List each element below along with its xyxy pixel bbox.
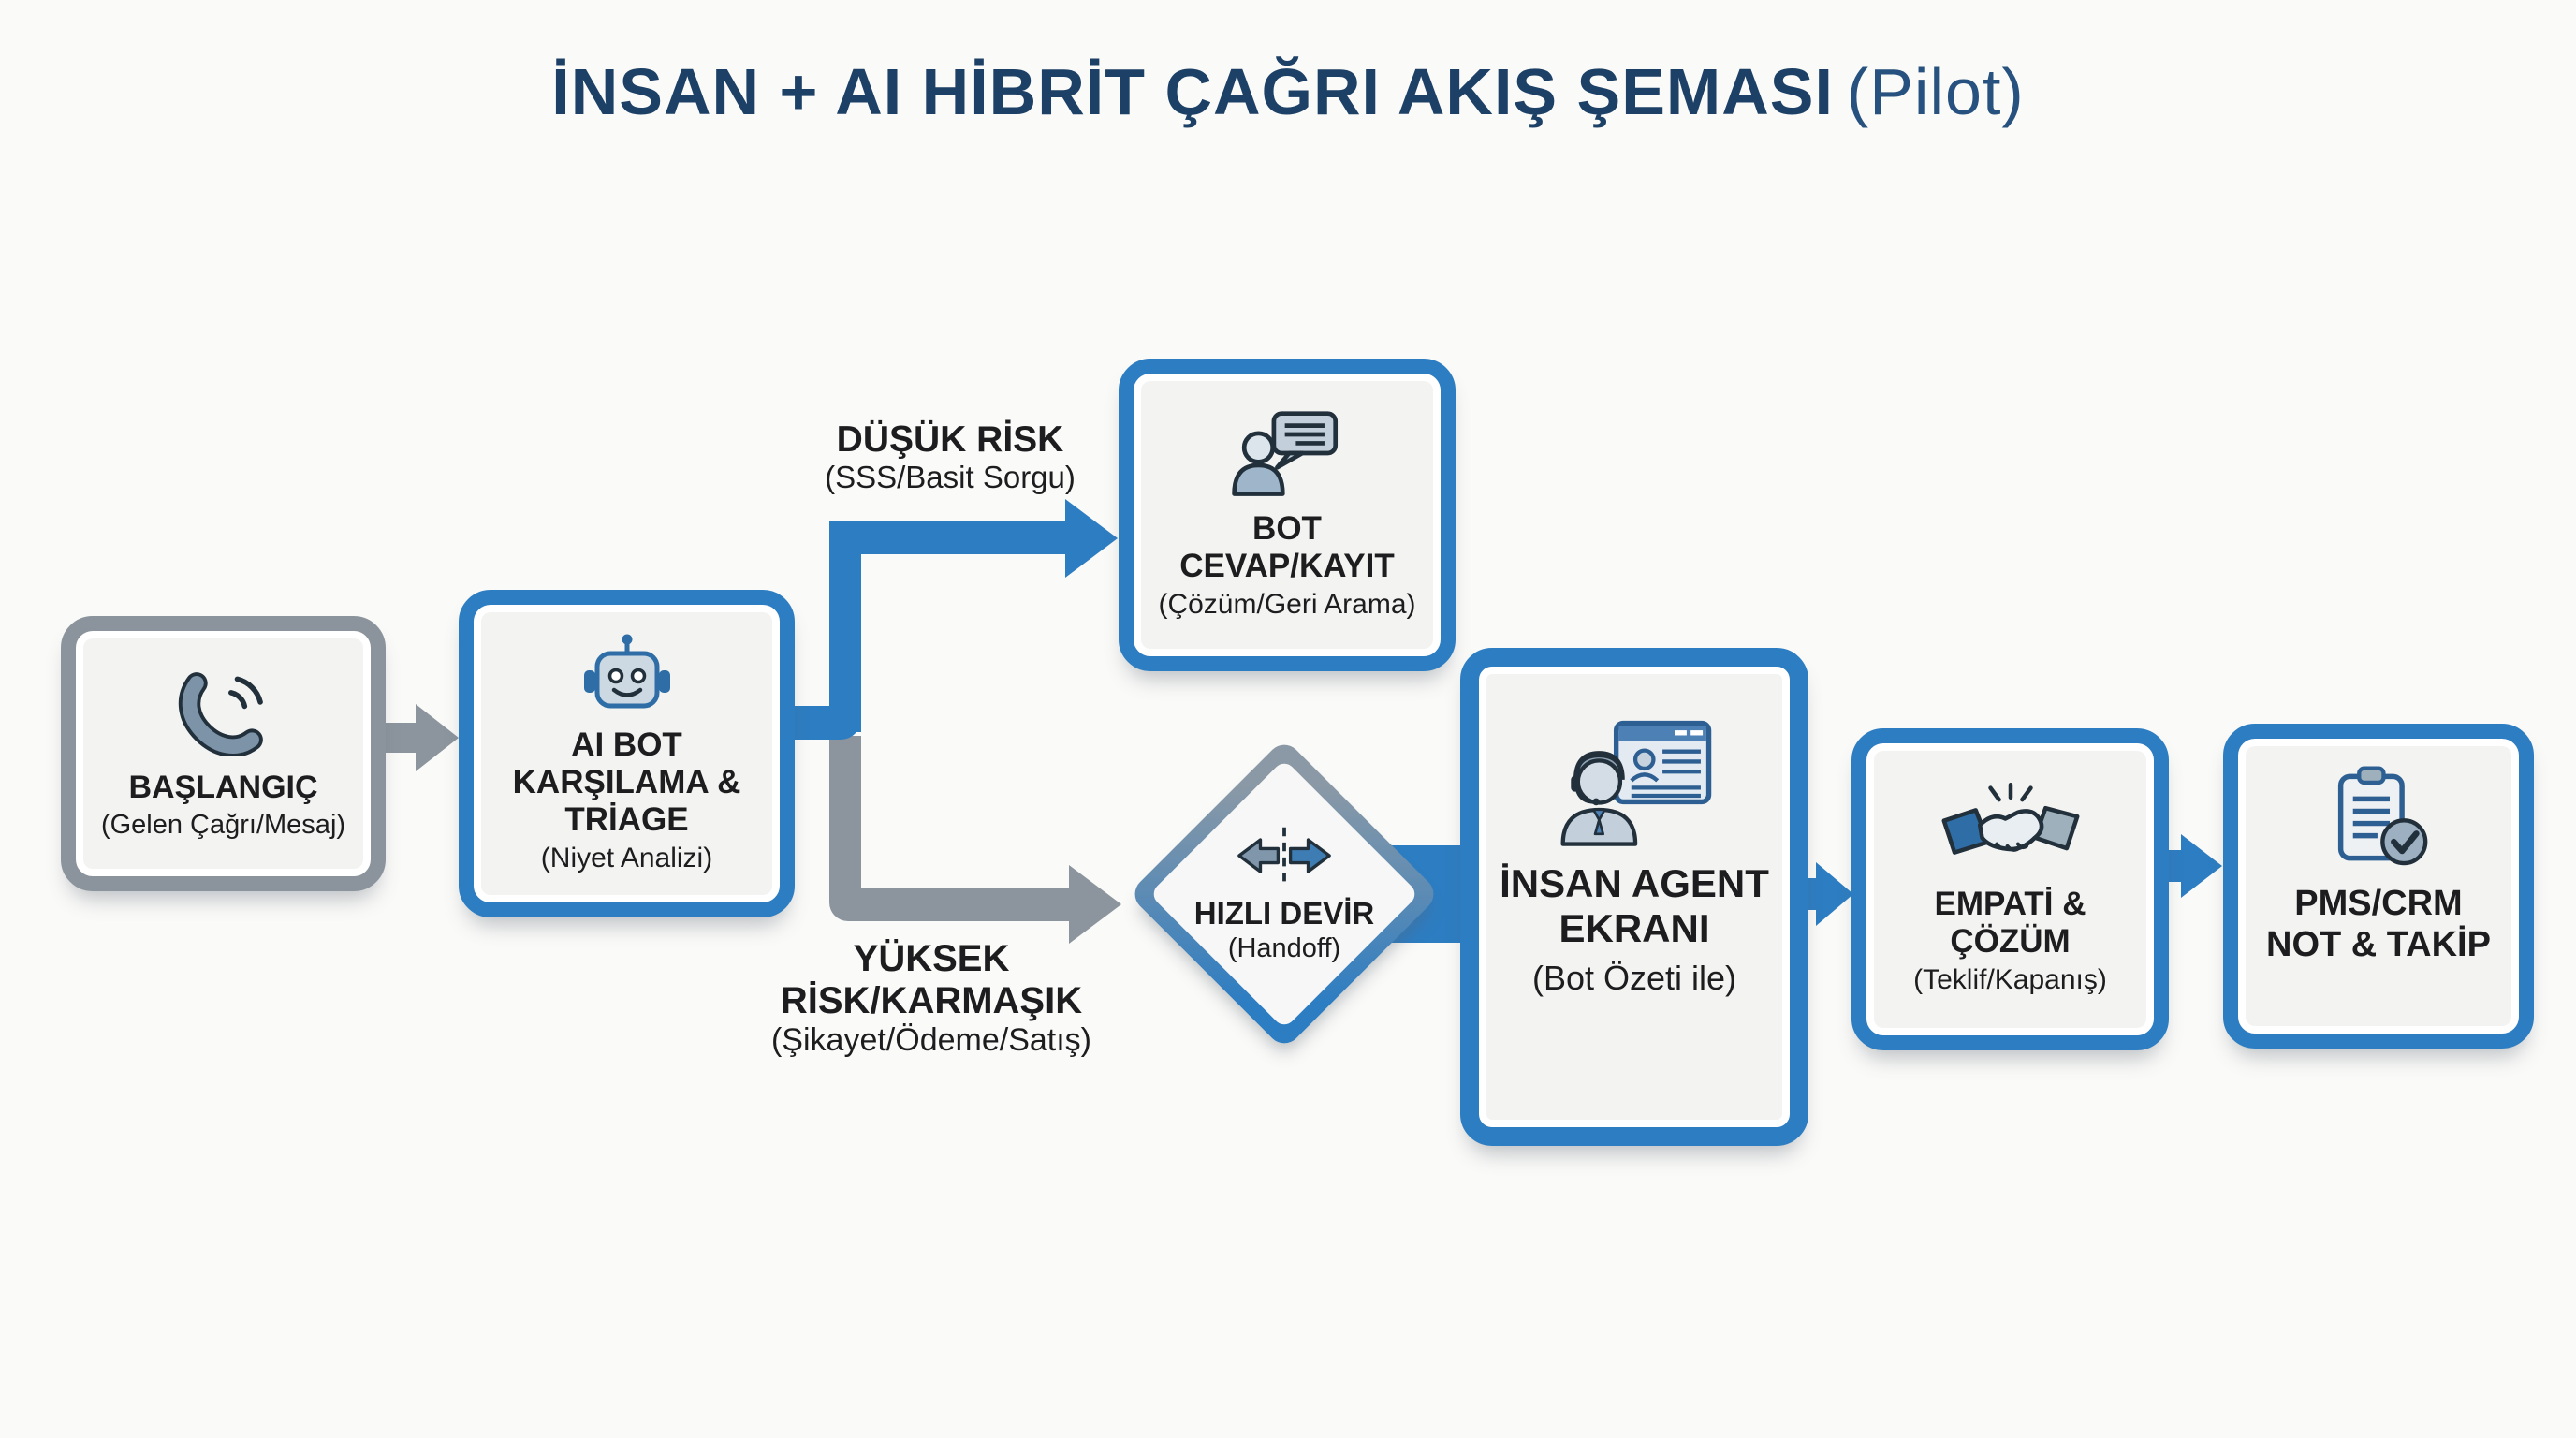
- edge-lowrisk-arrowhead: [1065, 499, 1118, 578]
- chat-person-icon: [1232, 409, 1342, 497]
- edge-label-low-risk: [758, 419, 1142, 495]
- edge-lowrisk-shaft: [829, 521, 1069, 554]
- node-empathy-label-line2: ÇÖZÜM: [1950, 922, 2071, 960]
- page-title-main: İNSAN + AI HİBRİT ÇAĞRI AKIŞ ŞEMASI: [551, 55, 1834, 128]
- edge-label-low-risk-sub: (SSS/Basit Sorgu): [825, 459, 1076, 494]
- edge-label-high-risk: [711, 938, 1151, 1058]
- edge-label-high-risk-title: YÜKSEK RİSK/KARMAŞIK: [780, 938, 1083, 1021]
- node-start-sublabel: (Gelen Çağrı/Mesaj): [100, 809, 346, 840]
- page-title-suffix: (Pilot): [1846, 55, 2025, 128]
- agent-screen-icon: [1554, 717, 1715, 848]
- edge-empathy-to-pms-arrowhead: [2181, 834, 2222, 898]
- node-empathy-solution: [1852, 728, 2169, 1050]
- edge-label-low-risk-title: DÜŞÜK RİSK: [836, 419, 1064, 460]
- handshake-icon: [1941, 783, 2080, 880]
- node-empathy-label-line1: EMPATİ &: [1934, 885, 2086, 922]
- node-pms-crm-followup: [2223, 724, 2534, 1049]
- edge-label-high-risk-sub: (Şikayet/Ödeme/Satış): [770, 1021, 1091, 1058]
- node-pms-label-line2: NOT & TAKİP: [2266, 924, 2491, 964]
- node-bot-answer-label-line1: BOT: [1252, 509, 1322, 547]
- node-empathy-sublabel: (Teklif/Kapanış): [1913, 963, 2107, 995]
- node-bot-answer-sublabel: (Çözüm/Geri Arama): [1158, 588, 1416, 620]
- node-handoff-content: [1159, 794, 1410, 994]
- node-ai-bot-label-line2: KARŞILAMA &: [512, 763, 741, 800]
- node-start-label: BAŞLANGIÇ: [128, 769, 318, 805]
- node-ai-bot-sublabel: (Niyet Analizi): [540, 842, 713, 873]
- edge-agent-to-empathy-arrowhead: [1816, 862, 1853, 926]
- edge-highrisk-elbow-vertical: [829, 736, 861, 902]
- node-ai-bot-triage: [459, 590, 795, 917]
- clipboard-check-icon: [2322, 764, 2435, 871]
- node-ai-bot-label-line3: TRİAGE: [564, 800, 689, 838]
- robot-icon: [576, 633, 679, 719]
- handoff-arrows-icon: [1236, 824, 1333, 888]
- node-handoff-label: HIZLI DEVİR: [1193, 896, 1375, 932]
- node-agent-label-line2: EKRANI: [1559, 906, 1710, 951]
- node-bot-answer: [1119, 359, 1456, 671]
- node-start: [61, 616, 386, 891]
- node-ai-bot-label-line1: AI BOT: [571, 726, 682, 763]
- page-title: [0, 54, 2576, 129]
- node-agent-label-line1: İNSAN AGENT: [1500, 861, 1769, 906]
- edge-start-to-aibot-arrowhead: [416, 704, 459, 771]
- phone-icon: [171, 667, 276, 756]
- node-human-agent-screen: [1460, 648, 1808, 1146]
- edge-highrisk-arrowhead: [1069, 865, 1121, 944]
- node-handoff-sublabel: (Handoff): [1227, 932, 1341, 963]
- node-pms-label-line1: PMS/CRM: [2294, 884, 2463, 924]
- edge-highrisk-shaft: [829, 888, 1073, 921]
- node-agent-sublabel: (Bot Özeti ile): [1531, 959, 1737, 998]
- node-bot-answer-label-line2: CEVAP/KAYIT: [1179, 547, 1395, 584]
